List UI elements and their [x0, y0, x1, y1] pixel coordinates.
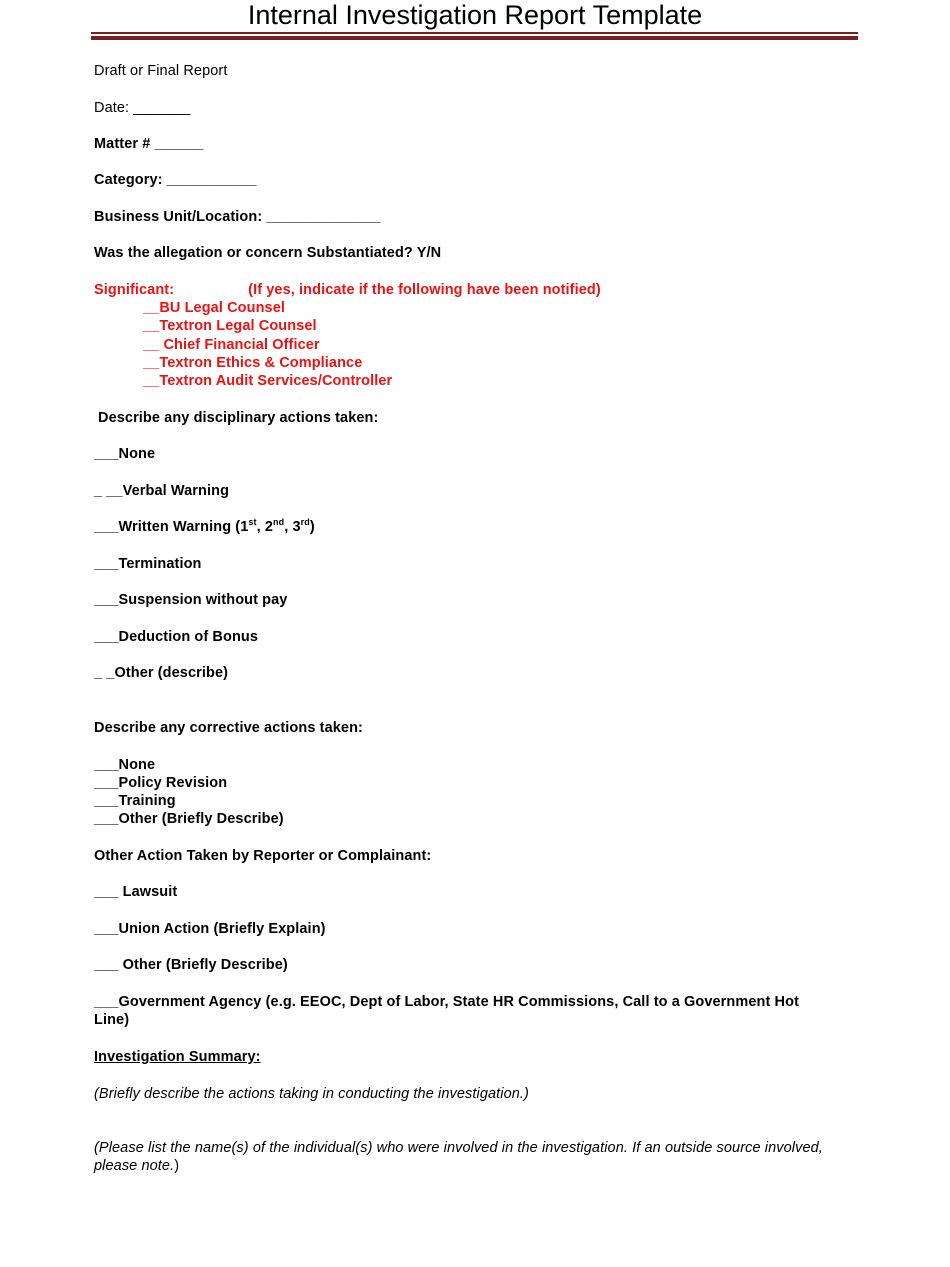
written-suffix: ) [309, 519, 315, 535]
corrective-none: ___None [94, 757, 156, 773]
title-rule-thick [91, 36, 858, 40]
document-title: Internal Investigation Report Template [247, 0, 703, 30]
summary-list-instructions [94, 1139, 824, 1175]
written-mid-second: , 2 [256, 519, 273, 535]
significant-note: (If yes, indicate if the following have been notified) [248, 282, 601, 298]
disciplinary-none: ___None [94, 446, 156, 462]
summary-list-text: (Please list the name(s) of the individual(s) who were involved in the investigation. If an outside source involved, please note. [94, 1140, 823, 1174]
corrective-training: ___Training [94, 793, 176, 809]
disciplinary-bonus: ___Deduction of Bonus [94, 629, 259, 645]
report-type-line: Draft or Final Report [94, 63, 228, 79]
written-sup-second: nd [273, 517, 285, 528]
category-field: Category: ___________ [94, 172, 257, 188]
disciplinary-suspension: ___Suspension without pay [94, 592, 288, 608]
disciplinary-termination: ___Termination [94, 556, 202, 572]
reporter-union: ___Union Action (Briefly Explain) [94, 921, 326, 937]
notified-item-bu-legal: __BU Legal Counsel [143, 300, 285, 316]
matter-field: Matter # ______ [94, 136, 204, 152]
reporter-lawsuit: ___ Lawsuit [94, 884, 178, 900]
summary-heading: Investigation Summary: [94, 1049, 261, 1065]
corrective-heading: Describe any corrective actions taken: [94, 720, 363, 736]
date-field: Date: _______ [94, 100, 191, 116]
disciplinary-written [94, 518, 315, 536]
significant-label: Significant: [94, 282, 175, 298]
written-prefix: ___Written Warning (1 [94, 519, 249, 535]
disciplinary-other: _ _Other (describe) [94, 665, 229, 681]
reporter-government: ___Government Agency (e.g. EEOC, Dept of Labor, State HR Commissions, Call to a Government Hot Line) [94, 994, 799, 1028]
written-sup-first: st [248, 517, 257, 528]
summary-describe: (Briefly describe the actions taking in conducting the investigation.) [94, 1086, 529, 1102]
reporter-heading: Other Action Taken by Reporter or Complainant: [94, 848, 432, 864]
summary-list-close: ) [174, 1158, 180, 1174]
written-mid-third: , 3 [284, 519, 301, 535]
corrective-policy: ___Policy Revision [94, 775, 228, 791]
business-unit-field: Business Unit/Location: ______________ [94, 209, 381, 225]
substantiated-question: Was the allegation or concern Substantiated? Y/N [94, 245, 442, 261]
notified-item-textron-legal: __Textron Legal Counsel [143, 318, 317, 334]
notified-item-cfo: __ Chief Financial Officer [143, 337, 320, 353]
written-sup-third: rd [300, 517, 310, 528]
notified-item-audit: __Textron Audit Services/Controller [143, 373, 393, 389]
significant-line [94, 281, 601, 299]
title-rule-thin [91, 32, 858, 34]
notified-item-ethics: __Textron Ethics & Compliance [143, 355, 363, 371]
disciplinary-verbal: _ __Verbal Warning [94, 483, 230, 499]
reporter-other: ___ Other (Briefly Describe) [94, 957, 288, 973]
corrective-other: ___Other (Briefly Describe) [94, 811, 284, 827]
disciplinary-heading: Describe any disciplinary actions taken: [98, 410, 379, 426]
